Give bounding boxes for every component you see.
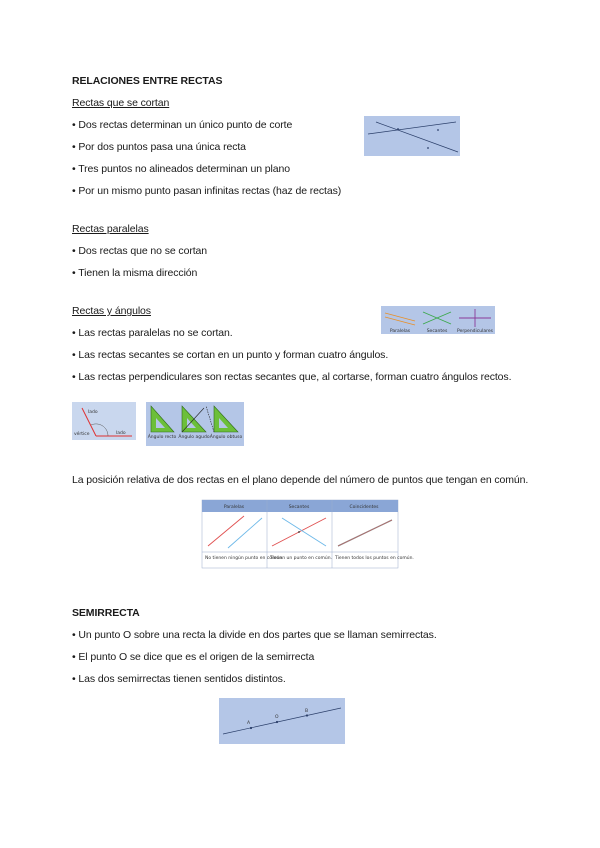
point-label: A bbox=[247, 721, 251, 726]
bullet-item: • Por dos puntos pasa una única recta bbox=[72, 141, 246, 153]
bullet-item: • Tienen la misma dirección bbox=[72, 267, 198, 279]
table-header: Paralelas bbox=[223, 505, 245, 510]
section-title-semirrecta: SEMIRRECTA bbox=[72, 607, 140, 619]
set-squares-figure bbox=[146, 402, 244, 446]
angle-label: lado bbox=[116, 431, 126, 436]
bullet-item: • Por un mismo punto pasan infinitas rectas (haz de rectas) bbox=[72, 185, 342, 197]
ray-figure bbox=[219, 698, 345, 744]
table-caption: Tienen todos los puntos en común. bbox=[335, 556, 414, 561]
point-label: O bbox=[275, 715, 279, 720]
secant-lines-figure bbox=[364, 116, 460, 156]
point-marker bbox=[437, 129, 439, 131]
intersection-point bbox=[298, 531, 300, 533]
square-label: Ángulo agudo bbox=[178, 435, 210, 440]
point-label: B bbox=[305, 709, 309, 714]
angle-figure bbox=[72, 402, 136, 440]
subtitle-rectas-y-angulos: Rectas y ángulos bbox=[72, 305, 151, 317]
position-paragraph: La posición relativa de dos rectas en el plano depende del número de puntos que tengan en común. bbox=[72, 474, 529, 486]
bullet-item: • Las rectas perpendiculares son rectas secantes que, al cortarse, forman cuatro ángulos rectos. bbox=[72, 371, 512, 383]
table-caption: No tienen ningún punto en común. bbox=[205, 556, 284, 561]
subtitle-rectas-que-se-cortan: Rectas que se cortan bbox=[72, 97, 170, 109]
section-title-relaciones: RELACIONES ENTRE RECTAS bbox=[72, 75, 223, 87]
bullet-item: • Tres puntos no alineados determinan un plano bbox=[72, 163, 290, 175]
strip-label: Perpendiculares bbox=[457, 329, 493, 334]
angle-label: lado bbox=[88, 410, 98, 415]
bullet-item: • Las rectas secantes se cortan en un punto y forman cuatro ángulos. bbox=[72, 349, 389, 361]
strip-label: Secantes bbox=[426, 329, 448, 334]
strip-label: Paralelas bbox=[389, 329, 411, 334]
square-label: Ángulo recto bbox=[147, 435, 177, 440]
point-marker bbox=[276, 721, 278, 723]
bullet-item: • Un punto O sobre una recta la divide en dos partes que se llaman semirrectas. bbox=[72, 629, 437, 641]
subtitle-rectas-paralelas: Rectas paralelas bbox=[72, 223, 149, 235]
relative-positions-table bbox=[202, 500, 414, 568]
point-marker bbox=[250, 727, 252, 729]
line-types-strip bbox=[381, 306, 495, 334]
point-marker bbox=[397, 128, 399, 130]
bullet-item: • Las dos semirrectas tienen sentidos distintos. bbox=[72, 673, 286, 685]
square-label: Ángulo obtuso bbox=[209, 435, 243, 440]
point-marker bbox=[427, 147, 429, 149]
table-caption: Tienen un punto en común. bbox=[270, 556, 332, 561]
bullet-item: • Las rectas paralelas no se cortan. bbox=[72, 327, 233, 339]
bullet-item: • Dos rectas determinan un único punto de corte bbox=[72, 119, 293, 131]
bullet-item: • El punto O se dice que es el origen de la semirrecta bbox=[72, 651, 315, 663]
bullet-item: • Dos rectas que no se cortan bbox=[72, 245, 208, 257]
point-marker bbox=[306, 714, 308, 716]
figure-background bbox=[364, 116, 460, 156]
table-header: Secantes bbox=[288, 505, 310, 510]
table-header: Coincidentes bbox=[349, 505, 379, 510]
angle-label: vértice bbox=[74, 432, 90, 437]
